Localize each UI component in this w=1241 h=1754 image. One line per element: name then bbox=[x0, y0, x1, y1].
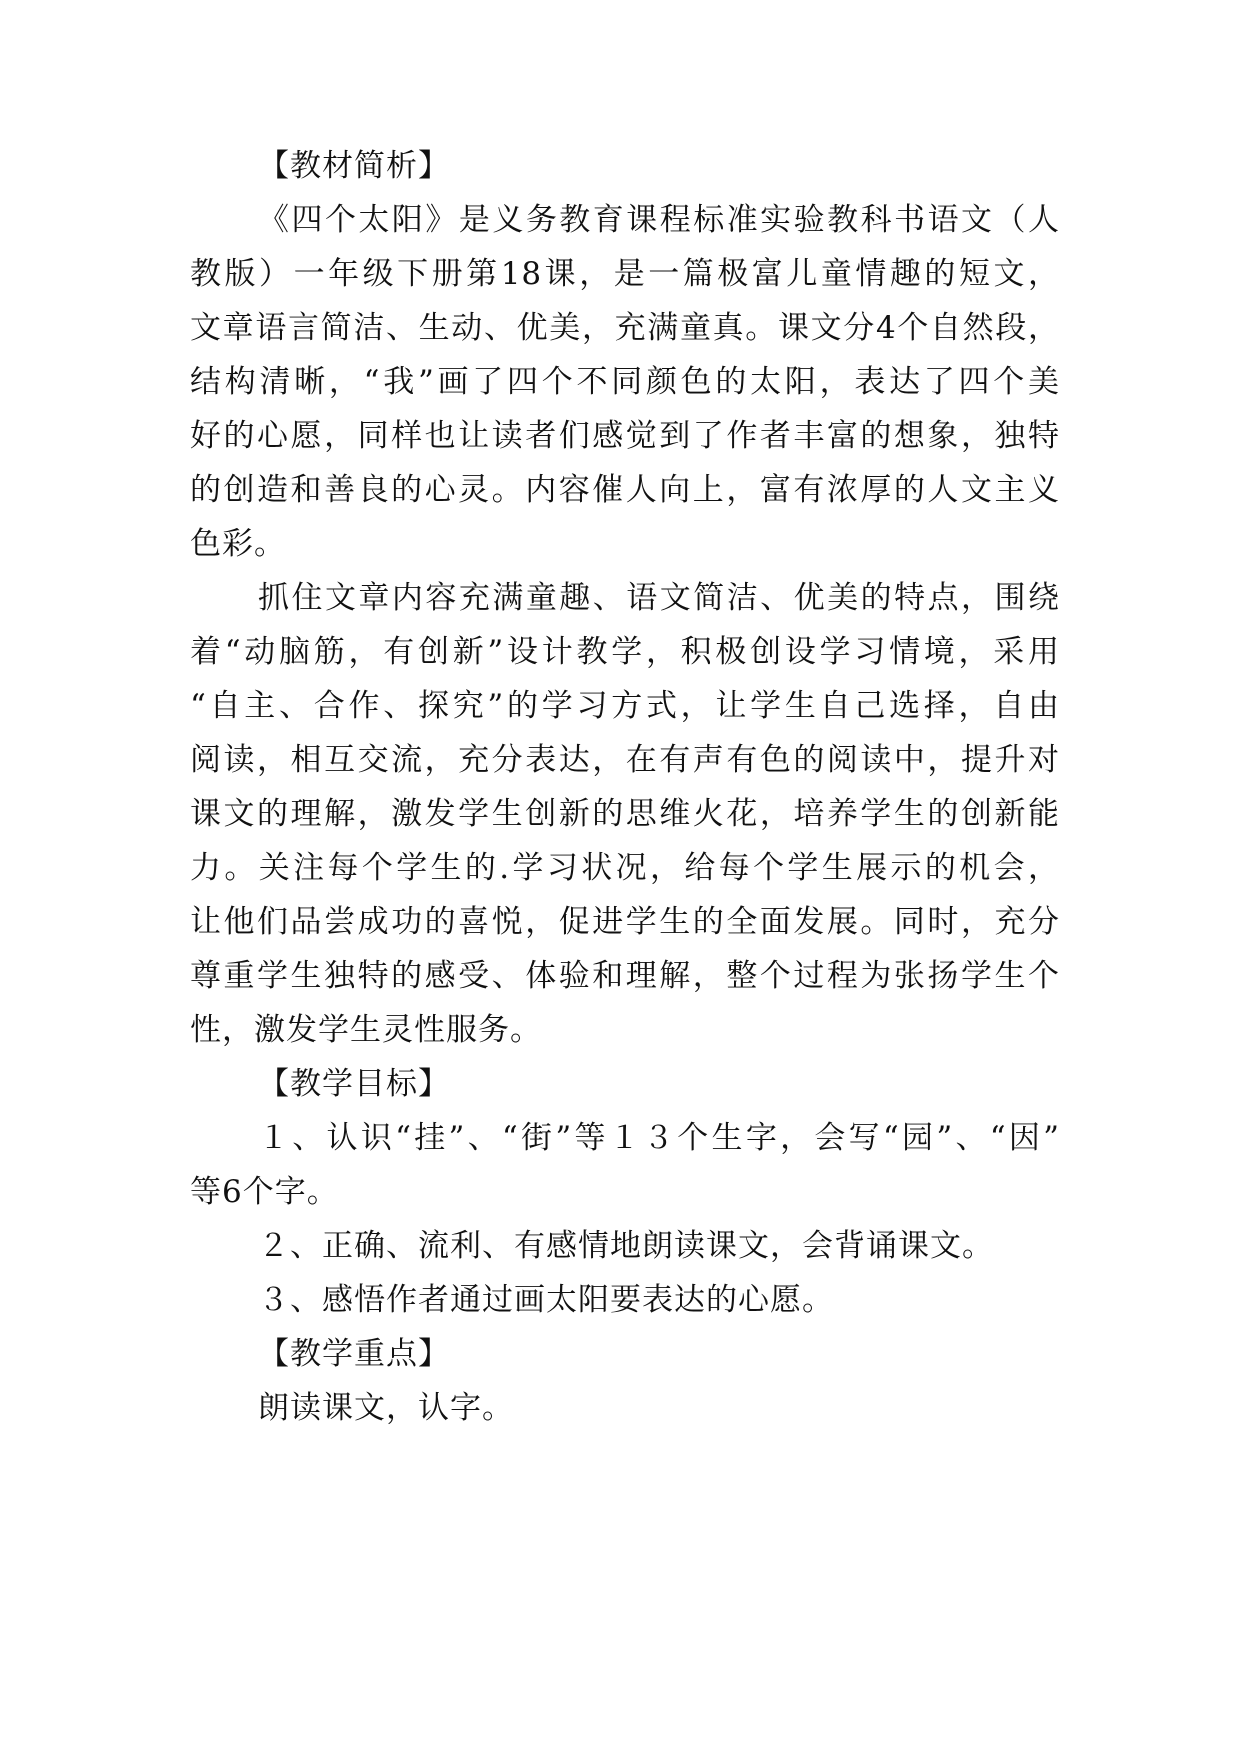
paragraph-line: 好的心愿，同样也让读者们感觉到了作者丰富的想象，独特 bbox=[190, 418, 1060, 454]
paragraph-line: 《四个太阳》是义务教育课程标准实验教科书语文（人 bbox=[258, 202, 1060, 238]
paragraph-line: “自主、合作、探究”的学习方式，让学生自己选择，自由 bbox=[190, 688, 1060, 724]
paragraph-line: 让他们品尝成功的喜悦，促进学生的全面发展。同时，充分 bbox=[190, 904, 1060, 940]
paragraph-line: 阅读，相互交流，充分表达，在有声有色的阅读中，提升对 bbox=[190, 742, 1060, 778]
goal-item-2: ２、正确、流利、有感情地朗读课文，会背诵课文。 bbox=[258, 1228, 994, 1264]
paragraph-line: 课文的理解，激发学生创新的思维火花，培养学生的创新能 bbox=[190, 796, 1060, 832]
goal-item-1: １、认识“挂”、“街”等１３个生字，会写“园”、“因” bbox=[258, 1120, 1060, 1156]
paragraph-line: 尊重学生独特的感受、体验和理解，整个过程为张扬学生个 bbox=[190, 958, 1060, 994]
focus-text: 朗读课文，认字。 bbox=[258, 1390, 514, 1426]
paragraph-line: 抓住文章内容充满童趣、语文简洁、优美的特点，围绕 bbox=[258, 580, 1060, 616]
paragraph-line: 的创造和善良的心灵。内容催人向上，富有浓厚的人文主义 bbox=[190, 472, 1060, 508]
paragraph-line: 着“动脑筋，有创新”设计教学，积极创设学习情境，采用 bbox=[190, 634, 1060, 670]
paragraph-line: 结构清晰，“我”画了四个不同颜色的太阳，表达了四个美 bbox=[190, 364, 1060, 400]
section-heading-focus: 【教学重点】 bbox=[258, 1336, 450, 1372]
paragraph-line: 教版）一年级下册第18课，是一篇极富儿童情趣的短文， bbox=[190, 256, 1060, 292]
section-heading-goals: 【教学目标】 bbox=[258, 1066, 450, 1102]
paragraph-line: 色彩。 bbox=[190, 526, 286, 562]
section-heading-analysis: 【教材简析】 bbox=[258, 148, 450, 184]
goal-item-3: ３、感悟作者通过画太阳要表达的心愿。 bbox=[258, 1282, 834, 1318]
paragraph-line: 力。关注每个学生的.学习状况，给每个学生展示的机会， bbox=[190, 850, 1060, 886]
paragraph-line: 性，激发学生灵性服务。 bbox=[190, 1012, 542, 1048]
paragraph-line: 文章语言简洁、生动、优美，充满童真。课文分4个自然段， bbox=[190, 310, 1060, 346]
goal-item-1-continued: 等6个字。 bbox=[190, 1174, 339, 1210]
